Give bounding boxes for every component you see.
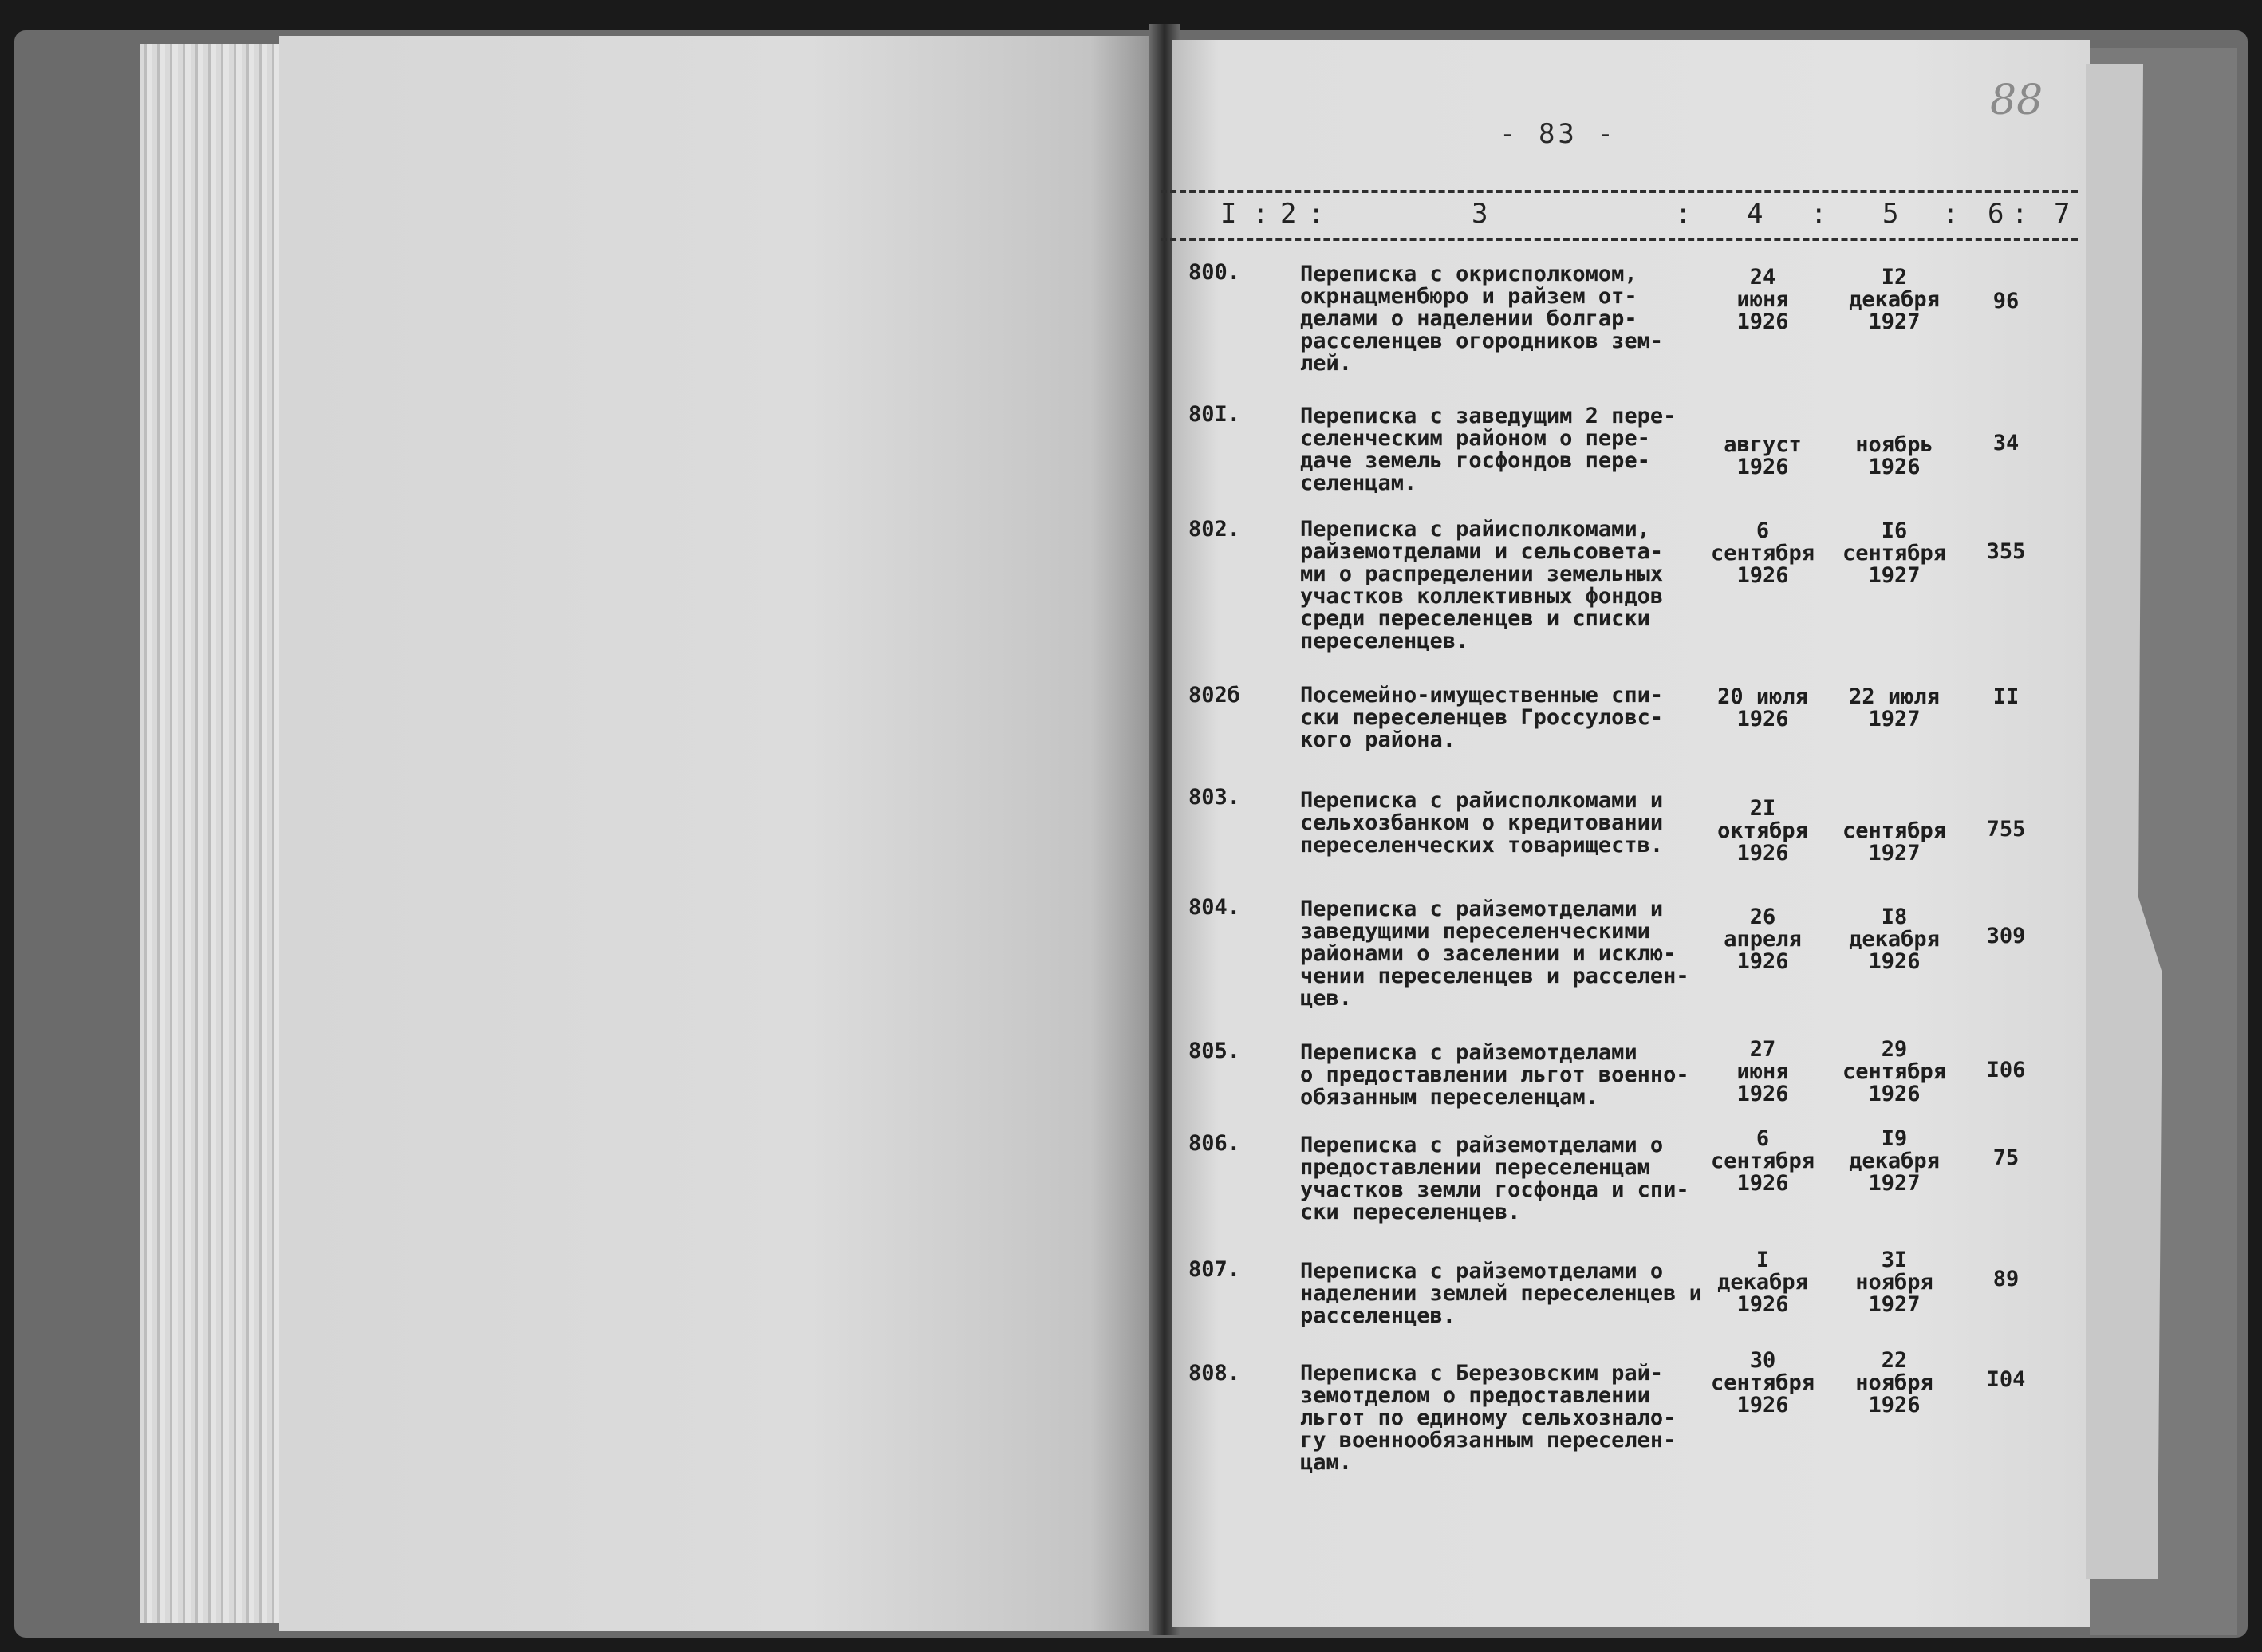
table-header-bottom-rule (1161, 238, 2078, 241)
record-end-date: ноябрь 1926 (1855, 432, 1933, 479)
record-sheet-count: 96 (1992, 289, 2020, 313)
record-description: Переписка с райземотделами о предоставлении переселенцам участков земли госфонда и спи- ски переселенцев. (1300, 1133, 1689, 1224)
record-sheet-count: II (1992, 684, 2020, 709)
record-end-date: 29 сентября 1926 (1842, 1037, 1947, 1106)
record-sheet-count: 75 (1992, 1145, 2020, 1170)
column-separator: : (1942, 198, 1959, 230)
record-end-date: I9 декабря 1927 (1849, 1126, 1940, 1196)
column-separator: : (2012, 198, 2028, 230)
record-start-date: 20 июля 1926 (1717, 684, 1808, 731)
record-number: 800. (1188, 260, 1241, 285)
column-separator: : (1252, 198, 1269, 230)
record-number: 802. (1188, 517, 1241, 542)
record-number: 808. (1188, 1361, 1241, 1386)
left-page-blank (279, 36, 1161, 1631)
record-number: 805. (1188, 1039, 1241, 1063)
record-description: Переписка с райисполкомами и сельхозбанком о кредитовании переселенческих товариществ. (1300, 788, 1664, 858)
page-number: - 83 - (1499, 118, 1617, 150)
record-number: 803. (1188, 785, 1241, 810)
record-description: Переписка с окрисполкомом, окрнацменбюро и райзем от- делами о наделении болгар- расселенцев огородников зем- лей. (1300, 262, 1664, 376)
record-number: 804. (1188, 895, 1241, 920)
archive-folio-number: 88 (1990, 77, 2043, 124)
record-start-date: 6 сентября 1926 (1710, 1126, 1815, 1196)
record-start-date: 26 апреля 1926 (1724, 905, 1802, 974)
column-separator: : (1308, 198, 1325, 230)
record-start-date: 30 сентября 1926 (1710, 1348, 1815, 1417)
record-sheet-count: 89 (1992, 1267, 2020, 1291)
record-end-date: сентября 1927 (1842, 818, 1947, 865)
record-description: Переписка с райземотделами о наделении землей переселенцев и расселенцев. (1300, 1259, 1702, 1328)
column-header-4: 4 (1747, 198, 1763, 230)
record-end-date: 3I ноября 1927 (1855, 1248, 1933, 1317)
table-header-top-rule (1161, 190, 2078, 193)
record-start-date: 6 сентября 1926 (1710, 518, 1815, 588)
record-start-date: август 1926 (1724, 432, 1802, 479)
record-number: 807. (1188, 1257, 1241, 1282)
record-sheet-count: 309 (1986, 924, 2026, 948)
record-description: Переписка с заведущим 2 пере- селенческим районом о пере- даче земель госфондов пере- селенцам. (1300, 404, 1677, 495)
record-description: Переписка с райисполкомами, райземотделами и сельсовета- ми о распределении земельных участков коллективных фондов среди переселенцев и списки переселенцев. (1300, 517, 1664, 653)
record-end-date: I2 декабря 1927 (1849, 265, 1940, 334)
column-header-2: 2 (1280, 198, 1297, 230)
record-sheet-count: I06 (1986, 1058, 2026, 1082)
column-header-7: 7 (2054, 198, 2071, 230)
page-stack (140, 44, 291, 1623)
column-header-1: I (1220, 198, 1237, 230)
record-start-date: 27 июня 1926 (1736, 1037, 1789, 1106)
record-description: Переписка с Березовским рай- земотделом о предоставлении льгот по единому сельхозналo- гу военнообязанным переселен- цам. (1300, 1361, 1677, 1475)
record-sheet-count: 34 (1992, 431, 2020, 455)
column-separator: : (1675, 198, 1692, 230)
record-start-date: 2I октября 1926 (1717, 796, 1808, 865)
record-number: 806. (1188, 1131, 1241, 1156)
column-header-6: 6 (1988, 198, 2004, 230)
record-end-date: I8 декабря 1926 (1849, 905, 1940, 974)
record-sheet-count: 355 (1986, 539, 2026, 564)
record-description: Переписка с райземотделами о предоставлении льгот военно- обязанным переселенцам. (1300, 1040, 1689, 1110)
record-start-date: 24 июня 1926 (1736, 265, 1789, 334)
record-number: 802б (1188, 683, 1241, 708)
record-end-date: 22 ноября 1926 (1855, 1348, 1933, 1417)
record-description: Переписка с райземотделами и заведущими переселенческими районами о заселении и исклю- чении переселенцев и расселен- цев. (1300, 897, 1689, 1011)
record-number: 80I. (1188, 402, 1241, 427)
column-header-3: 3 (1472, 198, 1488, 230)
record-sheet-count: 755 (1986, 817, 2026, 842)
column-separator: : (1811, 198, 1827, 230)
record-end-date: I6 сентября 1927 (1842, 518, 1947, 588)
record-start-date: I декабря 1926 (1717, 1248, 1808, 1317)
column-header-5: 5 (1882, 198, 1899, 230)
record-sheet-count: I04 (1986, 1367, 2026, 1392)
record-description: Посемейно-имущественные спи- ски переселенцев Гроссуловс- кого района. (1300, 683, 1664, 752)
record-end-date: 22 июля 1927 (1849, 684, 1940, 731)
